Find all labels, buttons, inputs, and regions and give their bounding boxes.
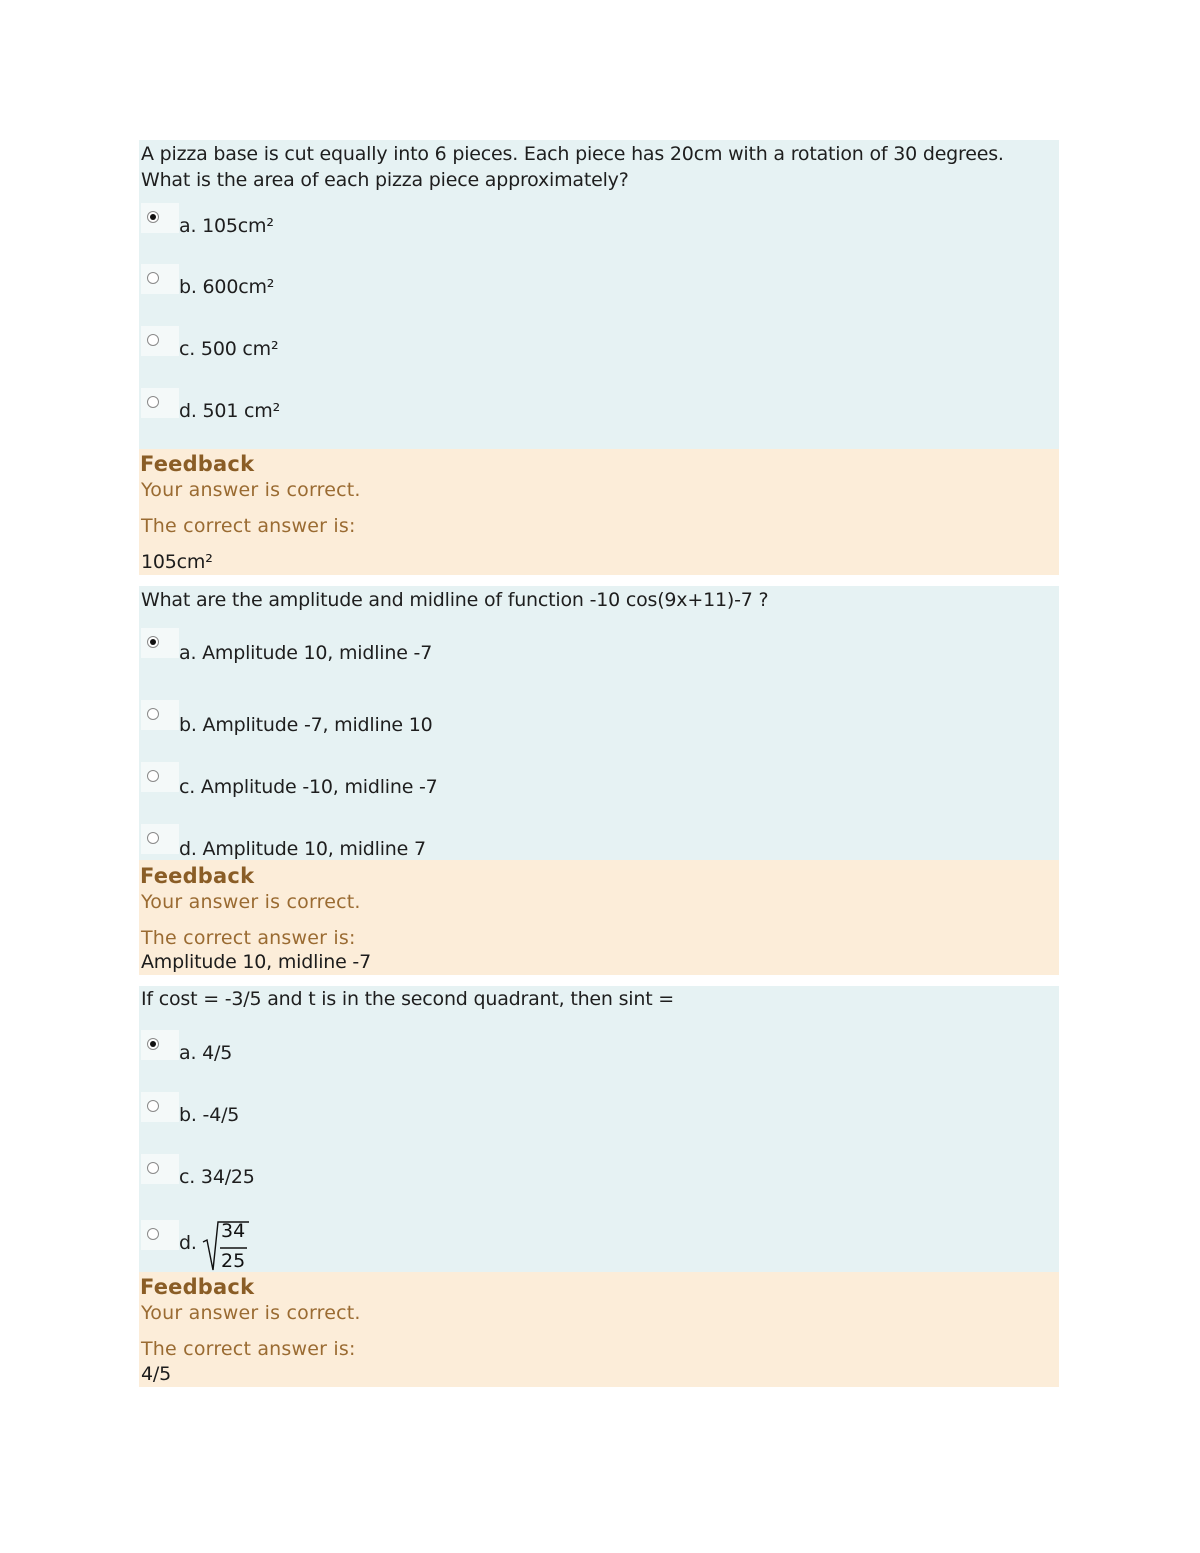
feedback-correct-answer: 4/5 [141,1363,171,1385]
fraction-numerator: 34 [221,1220,246,1242]
question-2-option-b[interactable] [139,700,639,734]
radio-wrap [141,1092,179,1122]
radio-wrap [141,1154,179,1184]
question-1-text-line1: A pizza base is cut equally into 6 pieces. Each piece has 20cm with a rotation of 30 degrees. [141,143,1004,165]
radio-wrap [141,203,179,233]
feedback-title: Feedback [140,452,255,476]
radio-button[interactable] [147,272,159,284]
question-1-text [141,141,1004,193]
option-label[interactable]: d. Amplitude 10, midline 7 [179,838,426,860]
radio-wrap [141,388,179,418]
question-2-option-c[interactable] [139,762,639,796]
feedback-correct-label: The correct answer is: [141,515,356,537]
option-label[interactable]: b. Amplitude -7, midline 10 [179,714,433,736]
question-2-text [141,587,768,613]
option-label[interactable]: a. Amplitude 10, midline -7 [179,642,433,664]
question-3-option-a[interactable] [139,1030,639,1064]
question-3-option-c[interactable] [139,1154,639,1188]
radio-button[interactable] [147,1162,159,1174]
question-1-text-line2: What is the area of each pizza piece approximately? [141,169,629,191]
radio-wrap [141,264,179,294]
feedback-correct-label: The correct answer is: [141,927,356,949]
feedback-3 [139,1272,1059,1387]
feedback-result: Your answer is correct. [141,479,361,501]
question-1-option-a[interactable] [139,203,639,237]
question-3-text [141,986,674,1012]
radio-wrap [141,326,179,356]
question-3-option-d[interactable] [139,1220,639,1270]
question-1-option-d[interactable] [139,388,639,422]
option-label[interactable]: d. 501 cm² [179,400,281,422]
feedback-result: Your answer is correct. [141,1302,361,1324]
question-2-text-line1: What are the amplitude and midline of function -10 cos(9x+11)-7 ? [141,589,769,611]
question-3-option-b[interactable] [139,1092,639,1126]
radio-button[interactable] [147,636,159,648]
radio-wrap [141,1030,179,1060]
question-1 [139,140,1059,449]
radio-wrap [141,1220,179,1250]
sqrt-fraction[interactable] [201,1214,251,1276]
question-2 [139,586,1059,860]
radio-button[interactable] [147,1228,159,1240]
fraction-denominator: 25 [221,1250,246,1272]
feedback-title: Feedback [140,864,255,888]
radio-button[interactable] [147,334,159,346]
radio-button[interactable] [147,832,159,844]
question-1-option-b[interactable] [139,264,639,298]
radio-button[interactable] [147,211,159,223]
question-2-option-d[interactable] [139,824,639,858]
radio-wrap [141,762,179,792]
radio-wrap [141,824,179,854]
question-3-text-line1: If cost = -3/5 and t is in the second quadrant, then sint = [141,988,675,1010]
feedback-2 [139,860,1059,975]
option-label[interactable]: c. Amplitude -10, midline -7 [179,776,438,798]
feedback-title: Feedback [140,1275,255,1299]
radio-button[interactable] [147,770,159,782]
radio-button[interactable] [147,1100,159,1112]
option-label[interactable]: c. 34/25 [179,1166,255,1188]
radio-wrap [141,700,179,730]
feedback-correct-label: The correct answer is: [141,1338,356,1360]
radio-button[interactable] [147,1038,159,1050]
option-label[interactable]: d. [179,1232,197,1254]
option-label[interactable]: b. 600cm² [179,276,275,298]
question-3 [139,986,1059,1272]
feedback-result: Your answer is correct. [141,891,361,913]
feedback-correct-answer: 105cm² [141,551,213,573]
question-2-option-a[interactable] [139,628,639,662]
radio-wrap [141,628,179,658]
question-1-option-c[interactable] [139,326,639,360]
option-label[interactable]: b. -4/5 [179,1104,240,1126]
option-label[interactable]: c. 500 cm² [179,338,279,360]
feedback-1 [139,449,1059,575]
option-label[interactable]: a. 4/5 [179,1042,233,1064]
feedback-correct-answer: Amplitude 10, midline -7 [141,951,371,973]
option-label[interactable]: a. 105cm² [179,215,274,237]
radio-button[interactable] [147,396,159,408]
radio-button[interactable] [147,708,159,720]
